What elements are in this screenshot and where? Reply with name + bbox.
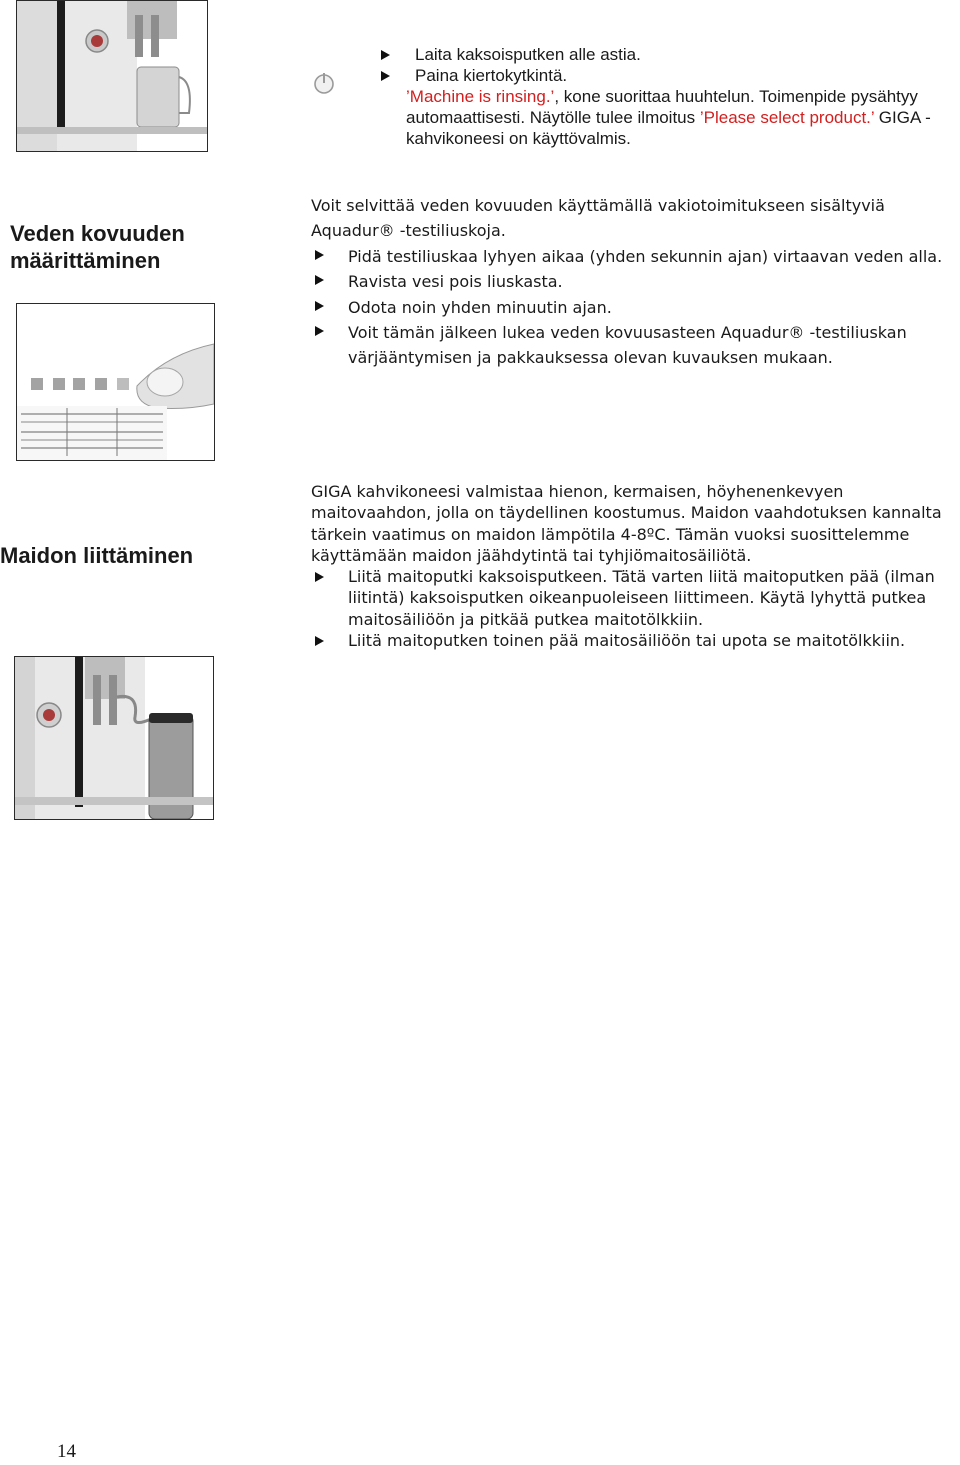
milk-connection-steps: [311, 566, 960, 651]
test-strip-image: [16, 303, 215, 461]
water-hardness-steps: [311, 244, 951, 371]
step-knob: Paina kiertokytkintä.: [358, 65, 958, 86]
step-read-result: Voit tämän jälkeen lukea veden kovuusasteen Aquadur® -testiliuskan värjääntymisen ja pakkauksessa olevan kuvauksen mukaan.: [311, 320, 951, 371]
water-hardness-heading: Veden kovuuden määrittäminen: [10, 221, 185, 273]
rinsing-instructions: [358, 44, 958, 149]
machine-rinsing-message: ’Machine is rinsing.’: [406, 87, 555, 106]
step-shake-strip: Ravista vesi pois liuskasta.: [311, 269, 951, 294]
step-attach-tube: Liitä maitoputki kaksoisputkeen. Tätä varten liitä maitoputken pää (ilman liitintä) kaksoisputken oikeanpuoleiseen liittimeen. Käytä lyhyttä putkea maitosäiliöön ja pitkää putkea maitotölkkiin.: [311, 566, 960, 630]
power-icon: [313, 70, 335, 96]
milk-container-image: [14, 656, 214, 820]
please-select-message: ’Please select product.’: [699, 108, 875, 127]
water-hardness-intro: Voit selvittää veden kovuuden käyttämällä vakiotoimitukseen sisältyviä Aquadur® -testiliuskoja.: [311, 196, 885, 241]
rinsing-steps: [358, 44, 958, 86]
step-tube-container: Liitä maitoputken toinen pää maitosäiliöön tai upota se maitotölkkiin.: [311, 630, 960, 651]
milk-connection-heading: Maidon liittäminen: [0, 543, 194, 568]
water-hardness-text: [311, 193, 951, 371]
milk-connection-text: [311, 481, 960, 651]
rinsing-result-text: ’Machine is rinsing.’, kone suorittaa huuhtelun. Toimenpide pysähtyy automaattisesti. Näytölle tulee ilmoitus ’Please select product.’ GIGA -kahvikoneesi on käyttövalmis.: [406, 87, 931, 148]
step-hold-strip: Pidä testiliuskaa lyhyen aikaa (yhden sekunnin ajan) virtaavan veden alla.: [311, 244, 951, 269]
step-cup: Laita kaksoisputken alle astia.: [358, 44, 958, 65]
step-wait: Odota noin yhden minuutin ajan.: [311, 295, 951, 320]
milk-connection-intro: GIGA kahvikoneesi valmistaa hienon, kermaisen, höyhenenkevyen maitovaahdon, jolla on täydellinen koostumus. Maidon vaahdotuksen kannalta tärkein vaatimus on maidon lämpötila 4-8ºC. Tämän vuoksi suosittelemme käyttämään maidon jäähdytintä tai tyhjiömaitosäiliötä.: [311, 482, 942, 565]
page-number: 14: [57, 1441, 76, 1462]
coffee-machine-cup-image: [16, 0, 208, 152]
